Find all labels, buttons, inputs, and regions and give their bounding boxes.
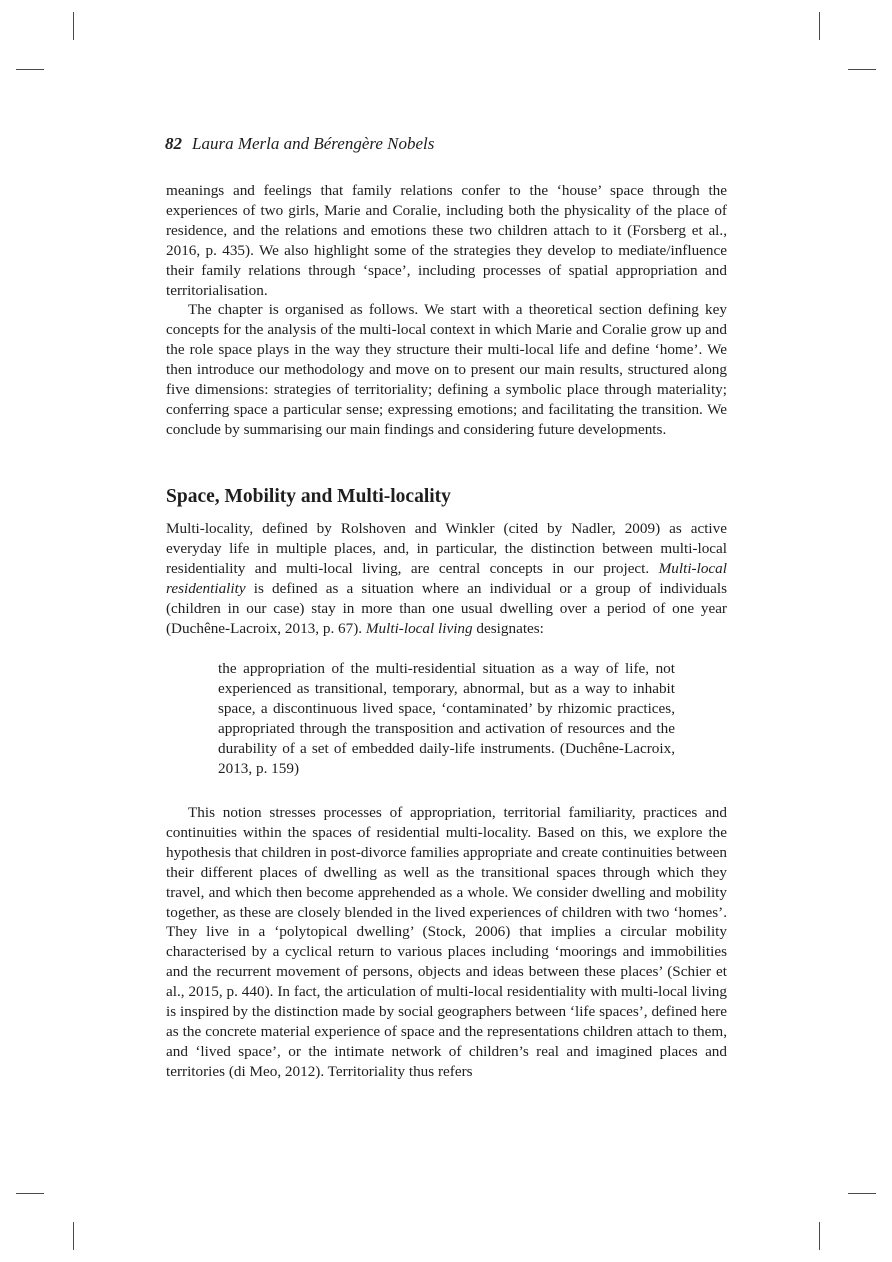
page-number: 82 (165, 134, 182, 153)
running-header (165, 134, 434, 154)
crop-mark-bottom-left-vertical (73, 1222, 74, 1250)
section-paragraph-1 (166, 519, 727, 638)
block-quote: the appropriation of the multi-residential situation as a way of life, not experienced as transitional, temporary, abnormal, but as a way to inhabit space, a discontinuous lived space, ‘contaminated’ by rhizomic practices, appropriated through the transposition and activation of resources and the durability of a set of embedded daily-life instruments. (Duchêne-Lacroix, 2013, p. 159) (218, 660, 675, 777)
crop-mark-bottom-right-vertical (819, 1222, 820, 1250)
term-multi-local-living: Multi-local living (365, 619, 473, 637)
paragraph-text: Multi-locality, defined by Rolshoven and Winkler (cited by Nadler, 2009) as active everyday life in multiple places, and, in particular, the distinction between multi-local residentiality and multi-local living, are central concepts in our project. (166, 520, 727, 577)
section-heading: Space, Mobility and Multi-locality (166, 486, 451, 507)
paragraph-text: is defined as a situation where an individual or a group of individuals (children in our case) stay in more than one usual dwelling over a period of one year (Duchêne-Lacroix, 2013, p. 67). (166, 579, 727, 637)
intro-paragraph-2: The chapter is organised as follows. We start with a theoretical section defining key concepts for the analysis of the multi-local context in which Marie and Coralie grow up and the role space plays in the way they structure their multi-local life and define ‘home’. We then introduce our methodology and move on to present our main results, structured along five dimensions: strategies of territoriality; defining a symbolic place through materiality; conferring space a particular sense; expressing emotions; and facilitating the transition. We conclude by summarising our main findings and considering future developments. (166, 301, 727, 438)
section-paragraph-2: This notion stresses processes of appropriation, territorial familiarity, practices and continuities within the spaces of residential multi-locality. Based on this, we explore the hypothesis that children in post-divorce families appropriate and create continuities between their different places of dwelling as well as the transitional spaces through which they travel, and which then become apprehended as a whole. We consider dwelling and mobility together, as these are closely blended in the lived experiences of children with two ‘homes’. They live in a ‘polytopical dwelling’ (Stock, 2006) that implies a circular mobility characterised by a cyclical return to various places including ‘moorings and immobilities and the recurrent movement of persons, objects and ideas between these places’ (Schier et al., 2015, p. 440). In fact, the articulation of multi-local residentiality with multi-local living is inspired by the distinction made by social geographers between ‘life spaces’, defined here as the concrete material experience of space and the representations children attach to them, and ‘lived space’, or the intimate network of children’s real and imagined places and territories (di Meo, 2012). Territoriality thus refers (166, 804, 727, 1080)
section-text-block-1 (166, 519, 727, 638)
term-multi-local-residentiality: Multi-local residentiality (166, 559, 727, 597)
paragraph-text: designates: (472, 619, 544, 637)
crop-mark-top-left-horizontal (16, 69, 44, 70)
crop-mark-bottom-right-horizontal (848, 1193, 876, 1194)
crop-mark-top-right-vertical (819, 12, 820, 40)
crop-mark-top-left-vertical (73, 12, 74, 40)
section-text-block-2 (166, 803, 727, 1082)
intro-paragraph-1: meanings and feelings that family relations confer to the ‘house’ space through the experiences of two girls, Marie and Coralie, including both the physicality of the place of residence, and the relations and emotions these two children attach to it (Forsberg et al., 2016, p. 435). We also highlight some of the strategies they develop to mediate/influence their family relations through ‘space’, including processes of spatial appropriation and territorialisation. (166, 182, 727, 299)
crop-mark-top-right-horizontal (848, 69, 876, 70)
running-head-authors: Laura Merla and Bérengère Nobels (192, 134, 435, 153)
crop-mark-bottom-left-horizontal (16, 1193, 44, 1194)
intro-text-block (166, 181, 727, 440)
